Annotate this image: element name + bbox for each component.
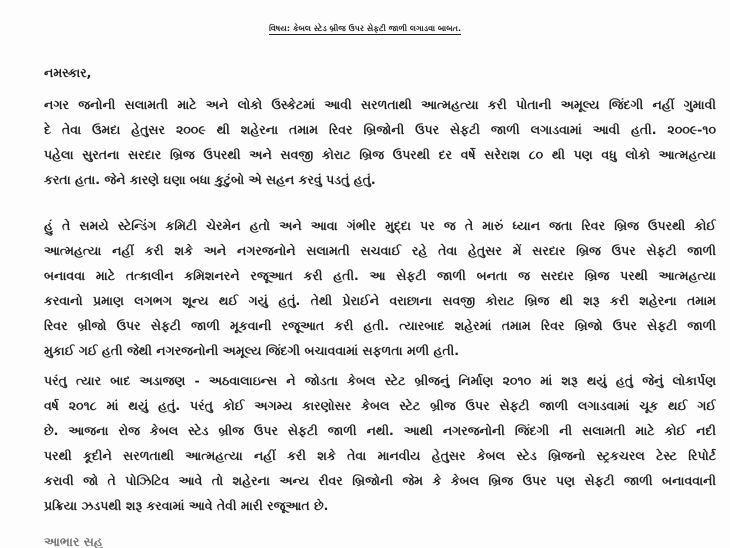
paragraph-line: પહેલા સુરતના સરદાર બ્રિજ ઉપરથી અને સવજી કોરાટ બ્રિજ ઉપરથી દર વર્ષે સરેરાશ ૮૦ થી પણ વધુ લોકો આત્મહત્યા bbox=[44, 147, 716, 162]
paragraph-2 bbox=[44, 213, 716, 363]
subject-heading bbox=[0, 24, 730, 34]
paragraph-line: દે તેવા ઉમદા હેતુસર ૨૦૦૯ થી શહેરના તમામ રિવર બ્રિજોની ઉપર સેફટી જાળી લગાડવામાં આવી હતી. ૨૦૦૯-૧૦ bbox=[44, 122, 716, 137]
paragraph-line: પરંતુ ત્યાર બાદ અડાજણ - અઠવાલાઇન્સ ને જોડતા કેબલ સ્ટેટ બ્રીજનું નિર્માણ ૨૦૧૦ માં શરૂ થયું હતું જેનું લોકાર્પણ bbox=[44, 373, 716, 388]
subject-text: વિષય: કેબલ સ્ટેડ બ્રીજ ઉપર સેફટી જાળી લગાડવા બાબત. bbox=[269, 24, 461, 33]
paragraph-line: મુકાઈ ગઈ હતી જેથી નગરજનોની અમૂલ્ય જિંદગી બચાવવામાં સફળતા મળી હતી. bbox=[44, 343, 459, 358]
paragraph-line: પ્રક્રિયા ઝડપથી શરૂ કરવામાં આવે તેવી મારી રજૂઆત છે. bbox=[44, 498, 329, 513]
paragraph-line: બનાવવા માટે તત્કાલીન કમિશનરને રજૂઆત કરી હતી. આ સેફટી જાળી બનતા જ સરદાર બ્રિજ પરથી આત્મહત્યા bbox=[44, 268, 716, 283]
paragraph-line: પરથી કૂદીને સરળતાથી આત્મહત્યા નહીં કરી શકે તેવા માનવીય હેતુસર કેબલ સ્ટેડ બ્રિજનો સ્ટ્રકચરલ ટેસ્ટ રિપોર્ટ bbox=[44, 448, 716, 463]
paragraph-line: આત્મહત્યા નહીં કરી શકે અને નગરજનોને સલામતી સચવાઈ રહે તેવા હેતુસર મેં સરદાર બ્રિજ ઉપર સેફટી જાળી bbox=[44, 243, 716, 258]
paragraph-line: છે. આજના રોજ કેબલ સ્ટેડ બ્રીજ ઉપર સેફટી જાળી નથી. આથી નગરજનોની જિંદગી ની સલામતી માટે કોઈ નદી bbox=[44, 423, 716, 438]
paragraph-line: કરાવી જો તે પોઝિટિવ આવે તો શહેરના અન્ય રીવર બ્રિજોની જેમ કે કેબલ બ્રિજ ઉપર પણ સેફટી જાળી બનાવવાની bbox=[44, 473, 716, 488]
paragraph-line: કરવાનો પ્રમાણ લગભગ શૂન્ય થઈ ગયું હતું. તેથી પ્રેરાઈને વરાછાના સવજી કોરાટ બ્રિજ થી શરૂ કરી શહેરના તમામ bbox=[44, 293, 716, 308]
paragraph-line: વર્ષ ૨૦૧૮ માં થયું હતું. પરંતુ કોઈ અગમ્ય કારણોસર કેબલ સ્ટેટ બ્રીજ ઉપર સેફટી જાળી લગાડવામાં ચૂક થઈ ગઈ bbox=[44, 398, 716, 413]
paragraph-line: હું તે સમયે સ્ટેન્ડિંગ કમિટી ચેરમેન હતો અને આવા ગંભીર મુદ્દા પર જ તે મારું ધ્યાન જતા રિવર બ્રિજ ઉપરથી કોઈ bbox=[44, 218, 716, 233]
paragraph-line: કરતા હતા. જેને કારણે ઘણા બધા કુટુંબો એ સહન કરવું પડતું હતું. bbox=[44, 172, 376, 187]
paragraph-line: રિવર બ્રીજો ઉપર સેફટી જાળી મૂકવાની રજૂઆત કરી હતી. ત્યારબાદ શહેરમાં તમામ રિવર બ્રિજો ઉપર સેફટી જાળી bbox=[44, 318, 716, 333]
signoff-text: આભાર સહ bbox=[44, 534, 103, 548]
paragraph-3 bbox=[44, 368, 716, 518]
salutation: નમસ્કાર, bbox=[44, 65, 92, 80]
paragraph-line: નગર જનોની સલામતી માટે અને લોકો ઉસ્કેટમાં આવી સરળતાથી આત્મહત્યા કરી પોતાની અમૂલ્ય જિંદગી નહીં ગુમાવી bbox=[44, 97, 716, 112]
paragraph-1 bbox=[44, 92, 716, 192]
